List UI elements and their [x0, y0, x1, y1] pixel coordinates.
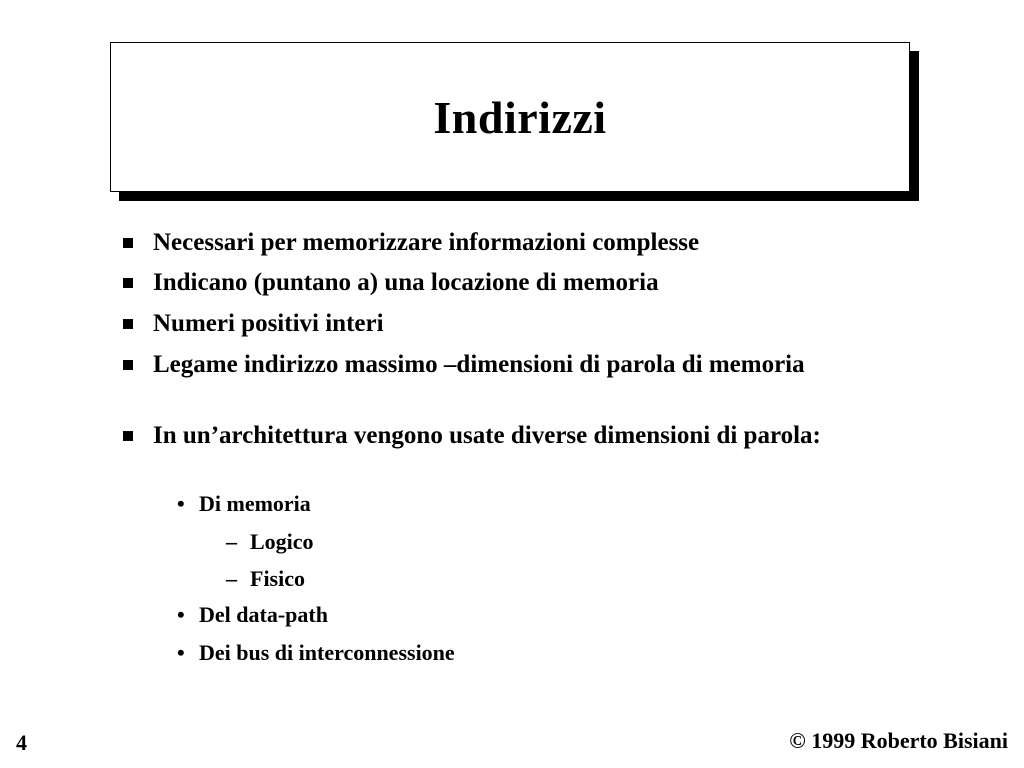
dash-bullet-icon: –	[226, 566, 237, 591]
bullet-item	[153, 309, 883, 338]
square-bullet-icon	[123, 278, 133, 288]
dot-bullet-icon: •	[177, 491, 185, 516]
bullet-text: Legame indirizzo massimo –dimensioni di parola di memoria	[153, 351, 805, 378]
square-bullet-icon	[123, 319, 133, 329]
sub-bullet-text: Di memoria	[199, 491, 311, 516]
square-bullet-icon	[123, 431, 133, 441]
bullet-item	[153, 268, 883, 297]
sub-sub-bullet-text: Fisico	[250, 566, 305, 591]
dot-bullet-icon: •	[177, 602, 185, 627]
sub-sub-bullet-text: Logico	[250, 529, 314, 554]
sub-bullet-text: Del data-path	[199, 602, 328, 627]
bullet-text: Numeri positivi interi	[153, 310, 384, 337]
square-bullet-icon	[123, 238, 133, 248]
square-bullet-icon	[123, 360, 133, 370]
sub-sub-bullet-item	[226, 529, 314, 555]
bullet-item	[153, 421, 878, 450]
bullet-text: Indicano (puntano a) una locazione di memoria	[153, 269, 659, 296]
bullet-item	[153, 350, 853, 379]
copyright-notice: © 1999 Roberto Bisiani	[789, 728, 1008, 753]
slide-title: Indirizzi	[433, 91, 607, 143]
sub-bullet-text: Dei bus di interconnessione	[199, 640, 455, 665]
sub-bullet-item	[177, 491, 311, 517]
bullet-text: Necessari per memorizzare informazioni complesse	[153, 229, 700, 256]
page-number: 4	[16, 730, 27, 755]
dash-bullet-icon: –	[226, 529, 237, 554]
sub-sub-bullet-item	[226, 566, 305, 592]
dot-bullet-icon: •	[177, 640, 185, 665]
sub-bullet-item	[177, 640, 455, 666]
bullet-text: In un’architettura vengono usate diverse dimensioni di parola:	[153, 422, 821, 449]
sub-bullet-item	[177, 602, 328, 628]
bullet-item	[153, 228, 883, 257]
